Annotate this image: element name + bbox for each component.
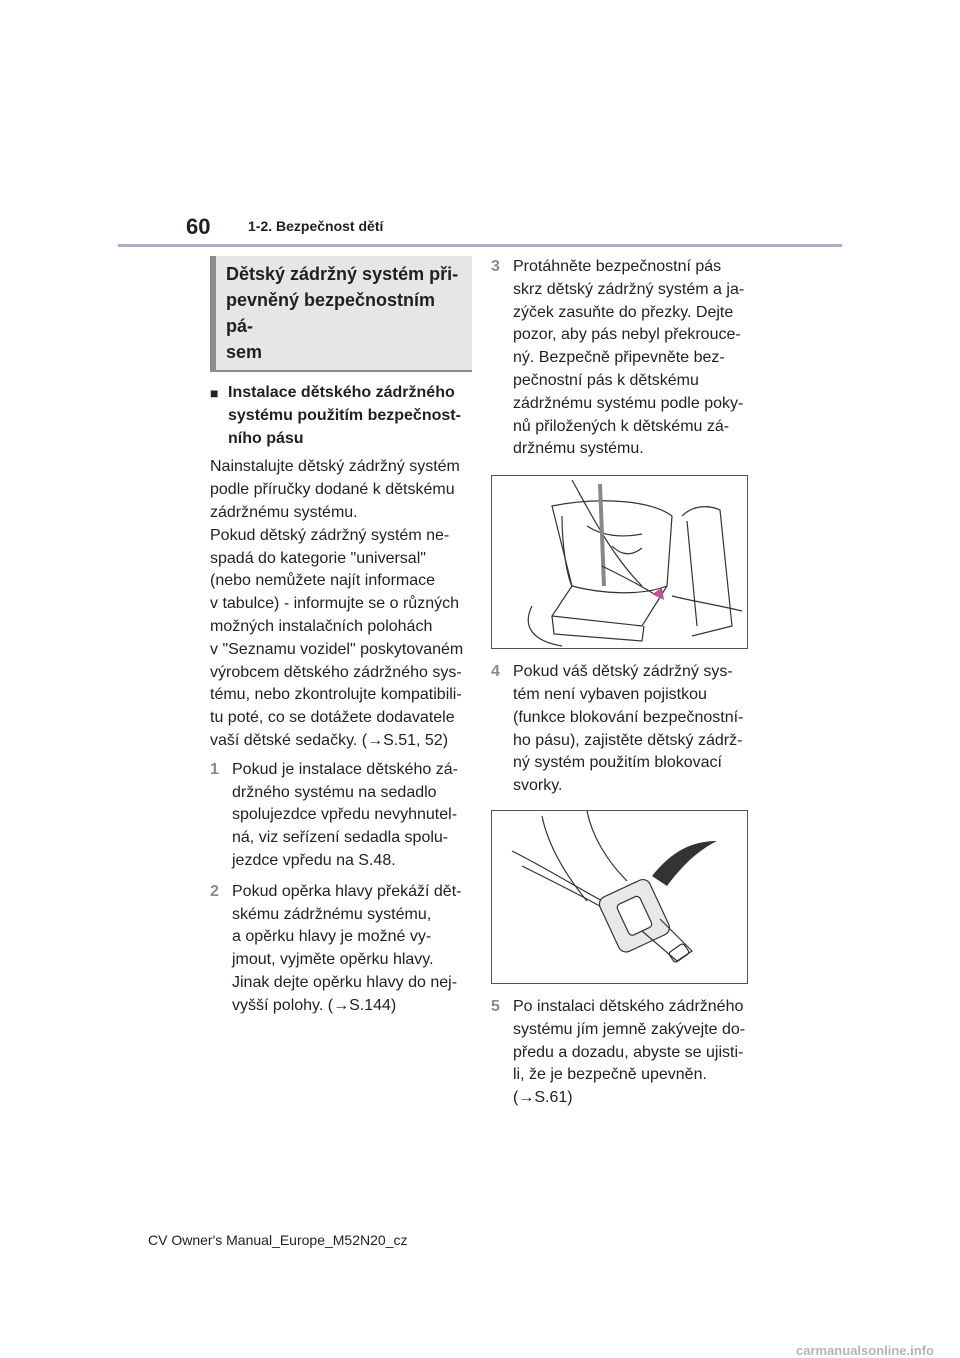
page-number: 60 [186, 214, 211, 239]
step-number: 1 [210, 760, 219, 778]
step-number: 5 [491, 997, 500, 1015]
right-column [491, 256, 751, 1118]
locking-clip-illustration [491, 810, 748, 984]
step-2 [210, 881, 472, 1018]
step-1 [210, 759, 472, 873]
step-text: Pokud opěrka hlavy překáží dět- skému zádržnému systému, a opěrku hlavy je možné vy- jmout, vyjměte opěrku hlavy. Jinak dejte opěrku hlavy do nej- vyšší polohy. (→S.144) [232, 882, 462, 1014]
chapter-title: 1-2. Bezpečnost dětí [248, 218, 384, 234]
subheading-text: Instalace dětského zádržného systému použitím bezpečnost- ního pásu [228, 384, 461, 447]
locking-clip-drawing [492, 811, 747, 983]
subheading [210, 382, 472, 450]
step-text: Pokud váš dětský zádržný sys- tém není vybaven pojistkou (funkce blokování bezpečnostní- ho pásu), zajistěte dětský zádrž- ný systém použitím blokovací svorky. [513, 663, 744, 795]
step-5 [491, 996, 751, 1110]
child-seat-illustration [491, 475, 748, 649]
step-number: 3 [491, 258, 500, 275]
header-divider [118, 244, 842, 247]
child-seat-drawing [492, 476, 747, 648]
watermark: carmanualsonline.info [796, 1343, 934, 1358]
step-text: Protáhněte bezpečnostní pás skrz dětský zádržný systém a ja- zýček zasuňte do přezky. Dejte pozor, aby pás nebyl překrouce- ný. Bezpečně připevněte bez- pečnostní pás k dětskému zádržnému systému podle poky- nů přiložených k dětskému zá- držnému systému. [513, 258, 745, 458]
step-3 [491, 256, 751, 461]
step-number: 2 [210, 882, 219, 900]
footer-manual-id: CV Owner's Manual_Europe_M52N20_cz [148, 1232, 408, 1248]
step-text: Pokud je instalace dětského zá- držného systému na sedadlo spolujezdce vpředu nevyhnutel- ná, viz seřízení sedadla spolu- jezdce vpředu na S.48. [232, 760, 458, 869]
section-heading-box [210, 256, 472, 372]
square-bullet-icon: ■ [210, 385, 219, 401]
section-title: Dětský zádržný systém při- pevněný bezpečnostním pá- sem [226, 264, 459, 362]
left-column [210, 256, 472, 1026]
step-text: Po instalaci dětského zádržného systému jím jemně zakývejte do- předu a dozadu, abyste se ujisti- li, že je bezpečně upevněn. (→S.61) [513, 997, 746, 1107]
step-4 [491, 661, 751, 798]
intro-paragraph: Nainstalujte dětský zádržný systém podle příručky dodané k dětskému zádržnému systému. Pokud dětský zádržný systém ne- spadá do kategorie "universal" (nebo nemůžete najít informace v tabulce) - informujte se o různých možných instalačních polohách v "Seznamu vozidel" poskytovaném výrobcem dětského zádržného sys- tému, nebo zkontrolujte kompatibili- tu poté, co se dotážete dodavatele vaší dětské sedačky. (→S.51, 52) [210, 458, 464, 749]
step-number: 4 [491, 663, 500, 681]
